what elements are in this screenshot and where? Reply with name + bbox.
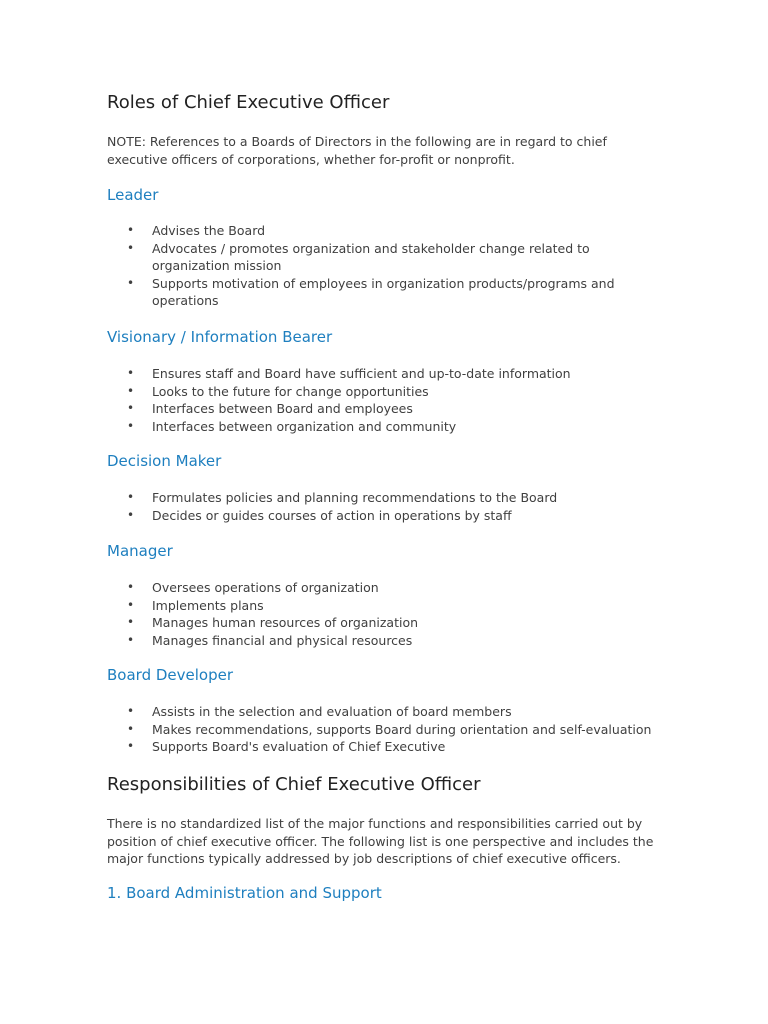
list-item: • Decides or guides courses of action in operations by staff xyxy=(127,507,512,523)
section-heading-visionary: Visionary / Information Bearer xyxy=(107,328,333,346)
visionary-list xyxy=(107,365,687,435)
intro-line: position of chief executive officer. The following list is one perspective and includes the xyxy=(107,833,654,849)
list-item: • Manages human resources of organization xyxy=(127,615,419,630)
bullet-icon: • xyxy=(127,383,135,398)
bullet-icon: • xyxy=(127,223,135,237)
bullet-icon: • xyxy=(127,275,135,290)
section-heading-board-administration: 1. Board Administration and Support xyxy=(107,884,382,902)
bullet-icon: • xyxy=(127,401,135,415)
bullet-icon: • xyxy=(127,739,135,753)
responsibilities-intro xyxy=(107,815,667,868)
intro-line: major functions typically addressed by job descriptions of chief executive officers. xyxy=(107,851,621,866)
bullet-icon: • xyxy=(127,366,135,380)
section-heading-board-developer: Board Developer xyxy=(107,666,233,684)
list-item: • Interfaces between organization and community xyxy=(127,418,457,434)
list-item: • Makes recommendations, supports Board during orientation and self-evaluation xyxy=(127,721,652,737)
roles-title: Roles of Chief Executive Officer xyxy=(107,92,390,113)
responsibilities-title: Responsibilities of Chief Executive Officer xyxy=(107,774,481,795)
board-developer-list xyxy=(107,703,687,756)
list-item: • Formulates policies and planning recommendations to the Board xyxy=(127,490,558,505)
list-item: • Assists in the selection and evaluation of board members xyxy=(127,704,512,719)
list-item: • Advises the Board xyxy=(127,223,266,238)
list-item: • Interfaces between Board and employees xyxy=(127,401,413,416)
bullet-icon: • xyxy=(127,615,135,629)
bullet-icon: • xyxy=(127,597,135,612)
bullet-icon: • xyxy=(127,418,135,433)
list-item: • Supports Board's evaluation of Chief Executive xyxy=(127,739,446,754)
section-heading-decision-maker: Decision Maker xyxy=(107,452,222,470)
decision-maker-list xyxy=(107,489,687,524)
bullet-icon: • xyxy=(127,580,135,594)
list-item: • Advocates / promotes organization and stakeholder change related to organization mission xyxy=(127,240,590,273)
note-line: executive officers of corporations, whether for-profit or nonprofit. xyxy=(107,151,515,167)
roles-note xyxy=(107,133,667,168)
list-item: • Supports motivation of employees in organization products/programs and operations xyxy=(127,275,615,308)
note-line: NOTE: References to a Boards of Directors in the following are in regard to chief xyxy=(107,134,607,149)
leader-list xyxy=(107,222,687,310)
bullet-icon: • xyxy=(127,632,135,647)
bullet-icon: • xyxy=(127,721,135,736)
intro-line: There is no standardized list of the major functions and responsibilities carried out by xyxy=(107,816,643,831)
list-item: • Manages financial and physical resources xyxy=(127,632,413,648)
list-item: • Implements plans xyxy=(127,597,264,613)
section-heading-leader: Leader xyxy=(107,186,159,204)
list-item: • Looks to the future for change opportunities xyxy=(127,383,429,399)
bullet-icon: • xyxy=(127,240,135,255)
bullet-icon: • xyxy=(127,490,135,504)
manager-list xyxy=(107,579,687,649)
bullet-icon: • xyxy=(127,704,135,718)
bullet-icon: • xyxy=(127,507,135,522)
list-item: • Ensures staff and Board have sufficient and up-to-date information xyxy=(127,366,571,381)
section-heading-manager: Manager xyxy=(107,542,173,560)
list-item: • Oversees operations of organization xyxy=(127,580,379,595)
